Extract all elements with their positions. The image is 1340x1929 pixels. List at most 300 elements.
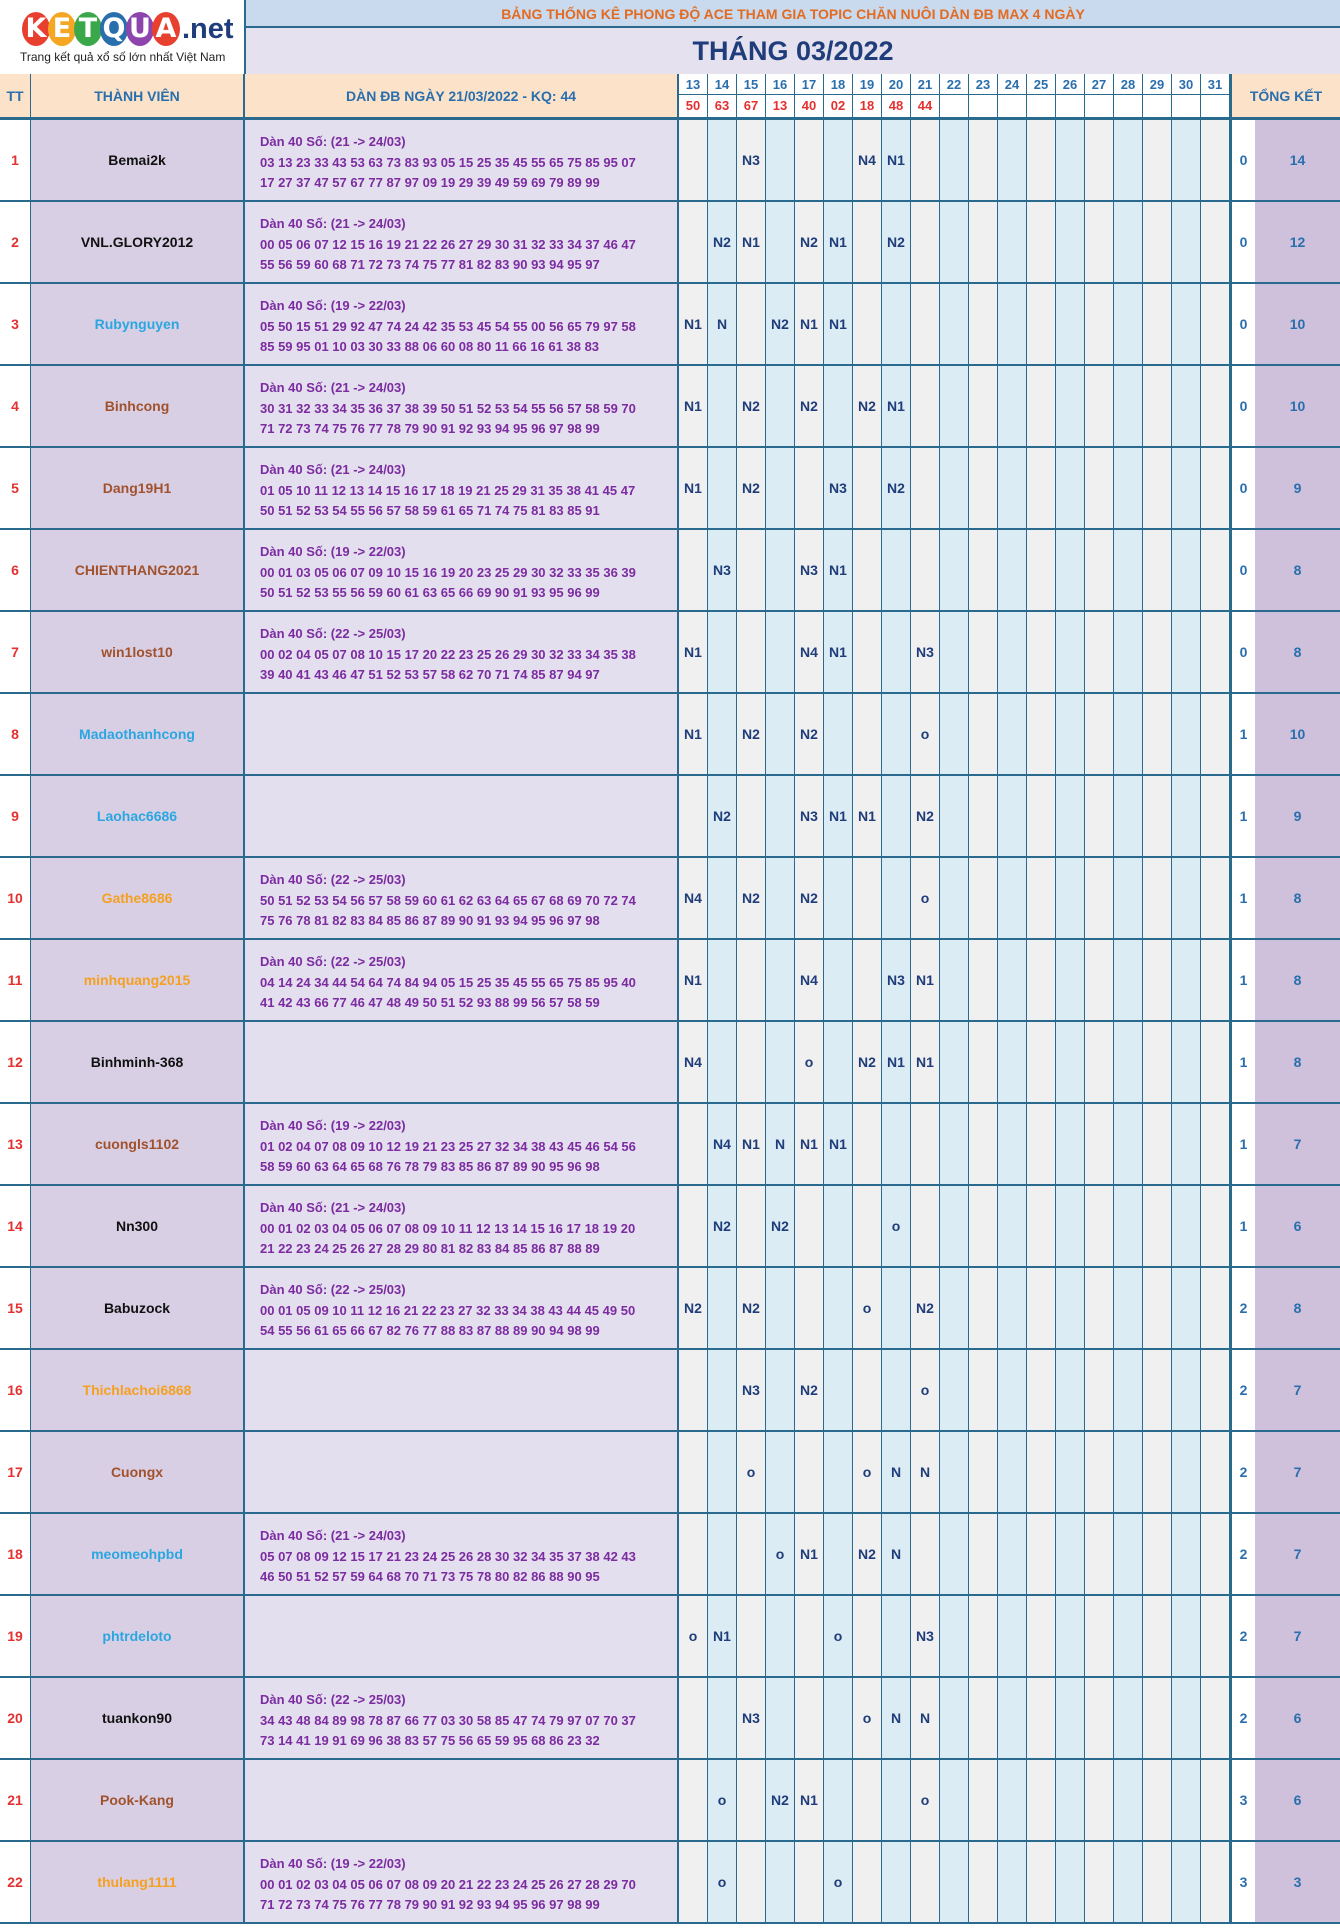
- day-cell: [1201, 1842, 1230, 1922]
- day-cell: [940, 1596, 969, 1676]
- day-cell: [795, 1842, 824, 1922]
- day-cell: [1027, 448, 1056, 528]
- day-cell: N2: [708, 1186, 737, 1266]
- day-cell: [766, 776, 795, 856]
- dan-numbers: [245, 940, 679, 1020]
- score-total: 8: [1255, 1268, 1340, 1348]
- dan-line-1: 00 01 05 09 10 11 12 16 21 22 23 27 32 33 34 38 43 44 45 49 50: [260, 1302, 636, 1318]
- day-cell: [998, 120, 1027, 200]
- day-cell: N1: [824, 776, 853, 856]
- day-cell: [853, 1104, 882, 1184]
- day-cell: [708, 858, 737, 938]
- logo-letter: U: [126, 12, 154, 46]
- dan-numbers: [245, 1514, 679, 1594]
- day-cell: [1114, 1268, 1143, 1348]
- day-cell: [1201, 940, 1230, 1020]
- member-name[interactable]: Madaothanhcong: [31, 694, 245, 774]
- day-cell: [1172, 694, 1201, 774]
- day-cell: [824, 1350, 853, 1430]
- dan-line-2: 39 40 41 43 46 47 51 52 53 57 58 62 70 71 74 85 87 94 97: [260, 667, 600, 682]
- day-cell: [1143, 120, 1172, 200]
- day-cell: [969, 1022, 998, 1102]
- day-cell: [853, 694, 882, 774]
- day-cell: [853, 1842, 882, 1922]
- logo-wordmark: [22, 9, 234, 49]
- day-cell: [1027, 284, 1056, 364]
- day-cell: [1201, 1596, 1230, 1676]
- dan-range: Dàn 40 Số: (19 -> 22/03): [260, 298, 406, 313]
- day-cell: [1143, 1104, 1172, 1184]
- day-cell: [1201, 202, 1230, 282]
- col-header-member: THÀNH VIÊN: [31, 74, 245, 117]
- table-row: [0, 366, 1340, 448]
- day-cell: [1201, 1678, 1230, 1758]
- day-cell: N1: [824, 612, 853, 692]
- member-table: [0, 117, 1340, 1924]
- day-cell: N2: [766, 284, 795, 364]
- day-cell: [1027, 694, 1056, 774]
- score-hits: 2: [1230, 1432, 1255, 1512]
- day-cell: [882, 1842, 911, 1922]
- day-cell: [911, 202, 940, 282]
- member-name[interactable]: Nn300: [31, 1186, 245, 1266]
- day-cell: [1114, 120, 1143, 200]
- day-cell: [853, 612, 882, 692]
- dan-numbers: [245, 776, 679, 856]
- day-cell: [824, 1186, 853, 1266]
- day-cell: [1085, 694, 1114, 774]
- day-header: 28: [1114, 74, 1143, 95]
- day-cell: [940, 1678, 969, 1758]
- day-cell: [1143, 1678, 1172, 1758]
- day-header: 24: [998, 74, 1027, 95]
- row-number: 8: [0, 694, 31, 774]
- table-row: [0, 940, 1340, 1022]
- row-number: 19: [0, 1596, 31, 1676]
- day-cell: [1056, 530, 1085, 610]
- day-cell: [1056, 1760, 1085, 1840]
- day-cell: [1143, 1186, 1172, 1266]
- day-cell: [969, 202, 998, 282]
- day-cell: [1172, 1432, 1201, 1512]
- day-header: 30: [1172, 74, 1201, 95]
- day-cell: N1: [911, 940, 940, 1020]
- row-number: 1: [0, 120, 31, 200]
- day-header: 31: [1201, 74, 1230, 95]
- day-cell: [679, 1186, 708, 1266]
- day-cell: [1056, 776, 1085, 856]
- day-header: 25: [1027, 74, 1056, 95]
- day-cell: [1085, 1842, 1114, 1922]
- day-cell: [1085, 1104, 1114, 1184]
- member-name[interactable]: meomeohpbd: [31, 1514, 245, 1594]
- day-cell: [1201, 1350, 1230, 1430]
- dan-range: Dàn 40 Số: (21 -> 24/03): [260, 134, 406, 149]
- day-cell: [882, 530, 911, 610]
- day-cell: [1056, 120, 1085, 200]
- member-name[interactable]: CHIENTHANG2021: [31, 530, 245, 610]
- dan-numbers: [245, 1760, 679, 1840]
- day-cell: [940, 612, 969, 692]
- score-total: 7: [1255, 1514, 1340, 1594]
- dan-range: Dàn 40 Số: (19 -> 22/03): [260, 1118, 406, 1133]
- day-cell: [824, 1514, 853, 1594]
- day-cell: [1085, 448, 1114, 528]
- day-cell: [1114, 284, 1143, 364]
- member-name[interactable]: minhquang2015: [31, 940, 245, 1020]
- row-number: 11: [0, 940, 31, 1020]
- day-cell: [969, 612, 998, 692]
- column-header-row: [0, 74, 1340, 117]
- day-result: [1143, 95, 1172, 117]
- day-cell: [1056, 1022, 1085, 1102]
- day-header: 17: [795, 74, 824, 95]
- day-cell: [998, 530, 1027, 610]
- table-row: [0, 1596, 1340, 1678]
- day-cell: [795, 1186, 824, 1266]
- row-number: 16: [0, 1350, 31, 1430]
- day-cell: [795, 448, 824, 528]
- dan-line-1: 30 31 32 33 34 35 36 37 38 39 50 51 52 53 54 55 56 57 58 59 70: [260, 400, 636, 416]
- day-cell: N1: [795, 1760, 824, 1840]
- day-cell: [940, 1842, 969, 1922]
- dan-numbers: [245, 694, 679, 774]
- day-cell: N1: [882, 366, 911, 446]
- day-cell: [1143, 1514, 1172, 1594]
- day-header: 23: [969, 74, 998, 95]
- day-cell: [679, 776, 708, 856]
- dan-line-2: 55 56 59 60 68 71 72 73 74 75 77 81 82 83 90 93 94 95 97: [260, 257, 600, 272]
- day-cell: [1027, 202, 1056, 282]
- day-cell: [940, 1350, 969, 1430]
- day-cell: N2: [882, 448, 911, 528]
- day-cell: N4: [679, 1022, 708, 1102]
- day-cell: N3: [911, 1596, 940, 1676]
- logo-letter: E: [48, 12, 76, 46]
- day-result: [1172, 95, 1201, 117]
- table-row: [0, 1268, 1340, 1350]
- logo-letter: K: [22, 12, 50, 46]
- day-result: [969, 95, 998, 117]
- member-name[interactable]: Binhminh-368: [31, 1022, 245, 1102]
- score-hits: 0: [1230, 366, 1255, 446]
- day-cell: N1: [737, 1104, 766, 1184]
- day-cell: [998, 940, 1027, 1020]
- score-hits: 2: [1230, 1678, 1255, 1758]
- day-cell: [708, 1432, 737, 1512]
- ketqua-logo[interactable]: [0, 0, 246, 76]
- logo-tagline: Trang kết quả xổ số lớn nhất Việt Nam: [20, 50, 226, 64]
- member-name[interactable]: Rubynguyen: [31, 284, 245, 364]
- day-header: 27: [1085, 74, 1114, 95]
- day-cell: [1143, 1022, 1172, 1102]
- dan-line-2: 73 14 41 19 91 69 96 38 83 57 75 56 65 59 95 68 86 23 32: [260, 1733, 600, 1748]
- day-cell: [1114, 1678, 1143, 1758]
- day-cell: N2: [795, 1350, 824, 1430]
- day-cell: [1114, 694, 1143, 774]
- day-cell: [1143, 366, 1172, 446]
- score-hits: 2: [1230, 1350, 1255, 1430]
- day-cell: [1172, 1760, 1201, 1840]
- day-cell: [795, 1678, 824, 1758]
- day-header: 21: [911, 74, 940, 95]
- day-cell: o: [766, 1514, 795, 1594]
- day-cell: [998, 1186, 1027, 1266]
- day-cell: N1: [737, 202, 766, 282]
- day-cell: [766, 1350, 795, 1430]
- day-cell: [737, 612, 766, 692]
- day-cell: [998, 1268, 1027, 1348]
- col-header-total: TỔNG KẾT: [1230, 74, 1340, 117]
- member-name[interactable]: phtrdeloto: [31, 1596, 245, 1676]
- day-cell: [737, 530, 766, 610]
- day-cell: [1056, 1514, 1085, 1594]
- day-cell: [940, 202, 969, 282]
- day-cell: [1027, 612, 1056, 692]
- day-header: 26: [1056, 74, 1085, 95]
- day-cell: [766, 1432, 795, 1512]
- day-cell: [1143, 448, 1172, 528]
- day-cell: [737, 1022, 766, 1102]
- member-name[interactable]: Babuzock: [31, 1268, 245, 1348]
- day-cell: [1027, 1104, 1056, 1184]
- day-cell: o: [824, 1842, 853, 1922]
- member-name[interactable]: win1lost10: [31, 612, 245, 692]
- day-cell: o: [679, 1596, 708, 1676]
- day-cell: [737, 1760, 766, 1840]
- day-cell: [1085, 1432, 1114, 1512]
- day-cell: [1201, 366, 1230, 446]
- dan-numbers: [245, 284, 679, 364]
- score-hits: 2: [1230, 1596, 1255, 1676]
- day-cell: N1: [679, 612, 708, 692]
- day-cell: [1027, 1596, 1056, 1676]
- day-cell: [1143, 694, 1172, 774]
- day-cell: [1201, 448, 1230, 528]
- day-cell: N2: [737, 858, 766, 938]
- day-cell: [1114, 1022, 1143, 1102]
- day-cell: N1: [795, 1514, 824, 1594]
- day-cell: [1143, 202, 1172, 282]
- day-cell: N1: [824, 530, 853, 610]
- day-cell: [1056, 1268, 1085, 1348]
- day-header: 15: [737, 74, 766, 95]
- dan-line-1: 00 01 02 03 04 05 06 07 08 09 10 11 12 13 14 15 16 17 18 19 20: [260, 1220, 636, 1236]
- day-cell: [882, 858, 911, 938]
- day-cell: N: [882, 1514, 911, 1594]
- day-cell: [1143, 1760, 1172, 1840]
- score-total: 9: [1255, 776, 1340, 856]
- row-number: 17: [0, 1432, 31, 1512]
- day-cell: [969, 284, 998, 364]
- day-cell: [1201, 858, 1230, 938]
- day-cell: [1056, 448, 1085, 528]
- row-number: 3: [0, 284, 31, 364]
- sheet-title: BẢNG THỐNG KÊ PHONG ĐỘ ACE THAM GIA TOPIC CHĂN NUÔI DÀN ĐB MAX 4 NGÀY: [246, 0, 1340, 28]
- dan-range: Dàn 40 Số: (21 -> 24/03): [260, 1200, 406, 1215]
- score-total: 8: [1255, 612, 1340, 692]
- day-cell: [737, 1186, 766, 1266]
- day-cell: [1143, 530, 1172, 610]
- day-header: 19: [853, 74, 882, 95]
- day-cell: [737, 1596, 766, 1676]
- day-cell: N2: [911, 776, 940, 856]
- score-hits: 1: [1230, 1022, 1255, 1102]
- day-cell: [1172, 1186, 1201, 1266]
- member-name[interactable]: VNL.GLORY2012: [31, 202, 245, 282]
- day-cell: [1056, 1596, 1085, 1676]
- dan-line-2: 41 42 43 66 77 46 47 48 49 50 51 52 93 88 99 56 57 58 59: [260, 995, 600, 1010]
- score-hits: 3: [1230, 1842, 1255, 1922]
- day-cell: [998, 202, 1027, 282]
- member-name[interactable]: Dang19H1: [31, 448, 245, 528]
- day-cell: [969, 858, 998, 938]
- day-cell: [824, 694, 853, 774]
- day-cell: [1114, 1104, 1143, 1184]
- day-cell: [1027, 1186, 1056, 1266]
- dan-numbers: [245, 1104, 679, 1184]
- day-cell: [824, 120, 853, 200]
- member-name[interactable]: cuongls1102: [31, 1104, 245, 1184]
- member-name[interactable]: Cuongx: [31, 1432, 245, 1512]
- day-cell: N2: [911, 1268, 940, 1348]
- day-cell: [998, 1514, 1027, 1594]
- member-name[interactable]: Binhcong: [31, 366, 245, 446]
- dan-range: Dàn 40 Số: (22 -> 25/03): [260, 1692, 406, 1707]
- day-cell: [1114, 1760, 1143, 1840]
- dan-range: Dàn 40 Số: (22 -> 25/03): [260, 626, 406, 641]
- day-cell: N4: [853, 120, 882, 200]
- day-cell: [853, 530, 882, 610]
- day-header: 16: [766, 74, 795, 95]
- day-cell: [1085, 120, 1114, 200]
- day-cell: [969, 1514, 998, 1594]
- day-cell: [679, 1842, 708, 1922]
- day-cell: [969, 530, 998, 610]
- day-cell: [998, 1022, 1027, 1102]
- day-cell: [1085, 1022, 1114, 1102]
- day-cell: [853, 284, 882, 364]
- day-cell: N: [882, 1432, 911, 1512]
- day-header: 22: [940, 74, 969, 95]
- day-cell: [679, 202, 708, 282]
- day-cell: [737, 776, 766, 856]
- dan-numbers: [245, 366, 679, 446]
- row-number: 20: [0, 1678, 31, 1758]
- day-cell: [1143, 776, 1172, 856]
- day-cell: [1172, 612, 1201, 692]
- score-hits: 0: [1230, 448, 1255, 528]
- day-cell: [766, 858, 795, 938]
- score-hits: 0: [1230, 612, 1255, 692]
- day-cell: [1027, 1022, 1056, 1102]
- day-cell: [1143, 1842, 1172, 1922]
- day-cell: [1172, 776, 1201, 856]
- day-cell: [708, 366, 737, 446]
- day-cell: [998, 1596, 1027, 1676]
- day-cell: [940, 858, 969, 938]
- day-cell: [766, 612, 795, 692]
- member-name[interactable]: Laohac6686: [31, 776, 245, 856]
- day-cell: [679, 530, 708, 610]
- day-cell: [708, 1350, 737, 1430]
- day-cell: [737, 1842, 766, 1922]
- day-cell: N3: [708, 530, 737, 610]
- day-cell: N3: [911, 612, 940, 692]
- day-cell: [1085, 612, 1114, 692]
- day-cell: [824, 1678, 853, 1758]
- day-cell: [853, 202, 882, 282]
- day-cell: [1172, 120, 1201, 200]
- score-total: 7: [1255, 1596, 1340, 1676]
- day-cell: [1114, 1514, 1143, 1594]
- member-name[interactable]: thulang1111: [31, 1842, 245, 1922]
- member-name[interactable]: Gathe8686: [31, 858, 245, 938]
- member-name[interactable]: tuankon90: [31, 1678, 245, 1758]
- day-cell: N: [911, 1678, 940, 1758]
- day-cell: [969, 1350, 998, 1430]
- dan-numbers: [245, 1350, 679, 1430]
- score-hits: 1: [1230, 1104, 1255, 1184]
- day-cell: N2: [766, 1186, 795, 1266]
- day-cell: N2: [853, 1514, 882, 1594]
- day-cell: [679, 1760, 708, 1840]
- day-cell: [969, 1596, 998, 1676]
- day-cell: [940, 1432, 969, 1512]
- table-row: [0, 694, 1340, 776]
- dan-range: Dàn 40 Số: (22 -> 25/03): [260, 1282, 406, 1297]
- day-cell: [1085, 1760, 1114, 1840]
- day-cell: [766, 940, 795, 1020]
- day-cell: [1201, 284, 1230, 364]
- day-cell: [1114, 776, 1143, 856]
- dan-line-2: 17 27 37 47 57 67 77 87 97 09 19 29 39 49 59 69 79 89 99: [260, 175, 600, 190]
- day-cell: [1143, 1268, 1172, 1348]
- day-cell: N3: [795, 776, 824, 856]
- table-row: [0, 1186, 1340, 1268]
- day-cell: [998, 612, 1027, 692]
- row-number: 6: [0, 530, 31, 610]
- day-cell: o: [853, 1678, 882, 1758]
- day-cell: o: [824, 1596, 853, 1676]
- day-cell: [766, 530, 795, 610]
- day-cell: N1: [824, 1104, 853, 1184]
- day-cell: [1114, 366, 1143, 446]
- row-number: 2: [0, 202, 31, 282]
- day-result: [1027, 95, 1056, 117]
- score-hits: 0: [1230, 284, 1255, 364]
- score-hits: 1: [1230, 694, 1255, 774]
- member-name[interactable]: Thichlachoi6868: [31, 1350, 245, 1430]
- day-cell: [969, 1842, 998, 1922]
- score-total: 14: [1255, 120, 1340, 200]
- dan-line-1: 01 02 04 07 08 09 10 12 19 21 23 25 27 32 34 38 43 45 46 54 56: [260, 1138, 636, 1154]
- score-total: 6: [1255, 1760, 1340, 1840]
- day-cell: [1085, 1678, 1114, 1758]
- day-cell: [1085, 1186, 1114, 1266]
- dan-numbers: [245, 1842, 679, 1922]
- dan-range: Dàn 40 Số: (21 -> 24/03): [260, 216, 406, 231]
- dan-numbers: [245, 1186, 679, 1266]
- dan-numbers: [245, 1678, 679, 1758]
- table-row: [0, 1842, 1340, 1924]
- day-cell: [824, 1268, 853, 1348]
- member-name[interactable]: Pook-Kang: [31, 1760, 245, 1840]
- day-cell: [940, 366, 969, 446]
- day-cell: N2: [795, 694, 824, 774]
- day-header: 13: [679, 74, 708, 95]
- member-name[interactable]: Bemai2k: [31, 120, 245, 200]
